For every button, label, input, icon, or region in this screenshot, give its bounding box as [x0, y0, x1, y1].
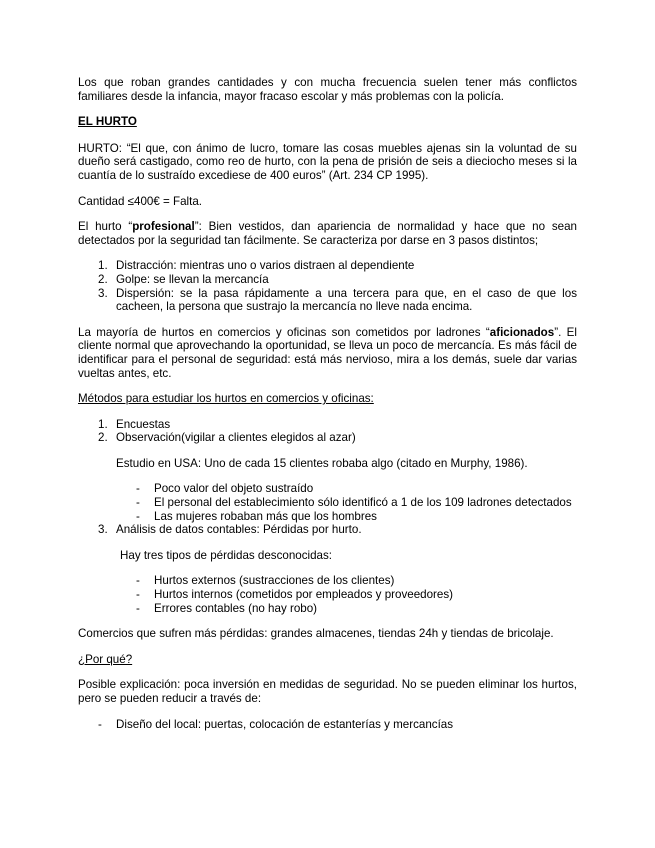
pasos-list — [78, 259, 577, 313]
list-item — [78, 259, 577, 273]
list-text: El personal del establecimiento sólo identificó a 1 de los 109 ladrones detectados — [154, 496, 572, 510]
list-text: Errores contables (no hay robo) — [154, 601, 318, 615]
list-text: Dispersión: se la pasa rápidamente a una tercera para que, en el caso de que los cacheen, la persona que sustrajo la mercancía no lleve nada encima. — [116, 286, 577, 314]
list-text: Golpe: se llevan la mercancía — [116, 272, 269, 286]
cantidad-note: Cantidad ≤400€ = Falta. — [78, 194, 202, 208]
dash-marker: - — [136, 482, 140, 496]
list-item — [78, 431, 577, 445]
profesional-paragraph — [78, 220, 577, 247]
list-number: 1. — [98, 417, 108, 431]
hurto-definition: HURTO: “El que, con ánimo de lucro, tomare las cosas muebles ajenas sin la voluntad de su dueño será castigado, como reo de hurto, con la pena de prisión de seis a dieciocho meses si la cuantía de lo sustraído excediese de 400 euros” (Art. 234 CP 1995). — [78, 141, 577, 182]
list-number: 2. — [98, 272, 108, 286]
porque-heading: ¿Por qué? — [78, 652, 133, 666]
list-item — [78, 418, 577, 432]
list-text: Poco valor del objeto sustraído — [154, 482, 314, 496]
dash-marker: - — [98, 717, 102, 731]
list-item — [78, 482, 577, 496]
explicacion-paragraph: Posible explicación: poca inversión en medidas de seguridad. No se pueden eliminar los hurtos, pero se pueden reducir a través de: — [78, 678, 577, 705]
comercios-paragraph: Comercios que sufren más pérdidas: grandes almacenes, tiendas 24h y tiendas de bricolaje. — [78, 627, 554, 641]
list-item — [78, 602, 577, 616]
list-item — [78, 523, 577, 537]
list-item — [78, 588, 577, 602]
list-number: 3. — [98, 523, 108, 537]
list-number: 1. — [98, 259, 108, 273]
dash-marker: - — [136, 601, 140, 615]
list-item — [78, 287, 577, 314]
metodos-list-cont — [78, 523, 577, 537]
list-number: 3. — [98, 286, 108, 300]
profesional-bold: profesional — [132, 220, 195, 234]
list-item — [78, 718, 577, 732]
list-item — [78, 496, 577, 510]
list-item — [78, 273, 577, 287]
estudio-block — [78, 457, 577, 471]
aficionados-paragraph — [78, 326, 577, 380]
section-heading: EL HURTO — [78, 115, 137, 129]
list-text: Hurtos internos (cometidos por empleados y proveedores) — [154, 588, 454, 602]
dash-marker: - — [136, 509, 140, 523]
perdidas-list — [78, 574, 577, 615]
aficionados-post: ”. El cliente normal que aprovechando la oportunidad, se lleva un poco de mercancía. Es más fácil de identificar para el personal de seguridad: está más nervioso, mira a los demás, suele dar varias vueltas antes, etc. — [78, 325, 577, 380]
list-text: Análisis de datos contables: Pérdidas por hurto. — [116, 523, 362, 537]
list-text: Observación(vigilar a clientes elegidos al azar) — [116, 431, 356, 445]
medidas-list — [78, 718, 577, 732]
list-text: Distracción: mientras uno o varios distraen al dependiente — [116, 259, 415, 273]
list-text: Hurtos externos (sustracciones de los clientes) — [154, 574, 395, 588]
list-item — [78, 510, 577, 524]
metodos-title: Métodos para estudiar los hurtos en comercios y oficinas: — [78, 392, 374, 406]
metodos-list — [78, 418, 577, 445]
profesional-post: ”: Bien vestidos, dan apariencia de normalidad y hace que no sean detectados por la seguridad tan fácilmente. Se caracteriza por darse en 3 pasos distintos; — [78, 220, 577, 247]
estudio-text: Estudio en USA: Uno de cada 15 clientes robaba algo (citado en Murphy, 1986). — [116, 456, 528, 470]
perdidas-block — [78, 549, 577, 563]
list-text: Las mujeres robaban más que los hombres — [154, 509, 377, 523]
dash-marker: - — [136, 496, 140, 510]
profesional-pre: El hurto “ — [78, 220, 133, 234]
aficionados-bold: aficionados — [489, 325, 555, 339]
list-item — [78, 574, 577, 588]
aficionados-pre: La mayoría de hurtos en comercios y oficinas son cometidos por ladrones “ — [78, 325, 490, 339]
list-text: Encuestas — [116, 417, 171, 431]
estudio-list — [78, 482, 577, 523]
dash-marker: - — [136, 574, 140, 588]
list-number: 2. — [98, 431, 108, 445]
dash-marker: - — [136, 588, 140, 602]
intro-paragraph: Los que roban grandes cantidades y con mucha frecuencia suelen tener más conflictos familiares desde la infancia, mayor fracaso escolar y más problemas con la policía. — [78, 76, 577, 103]
perdidas-intro: Hay tres tipos de pérdidas desconocidas: — [120, 548, 333, 562]
list-text: Diseño del local: puertas, colocación de estanterías y mercancías — [116, 717, 454, 731]
